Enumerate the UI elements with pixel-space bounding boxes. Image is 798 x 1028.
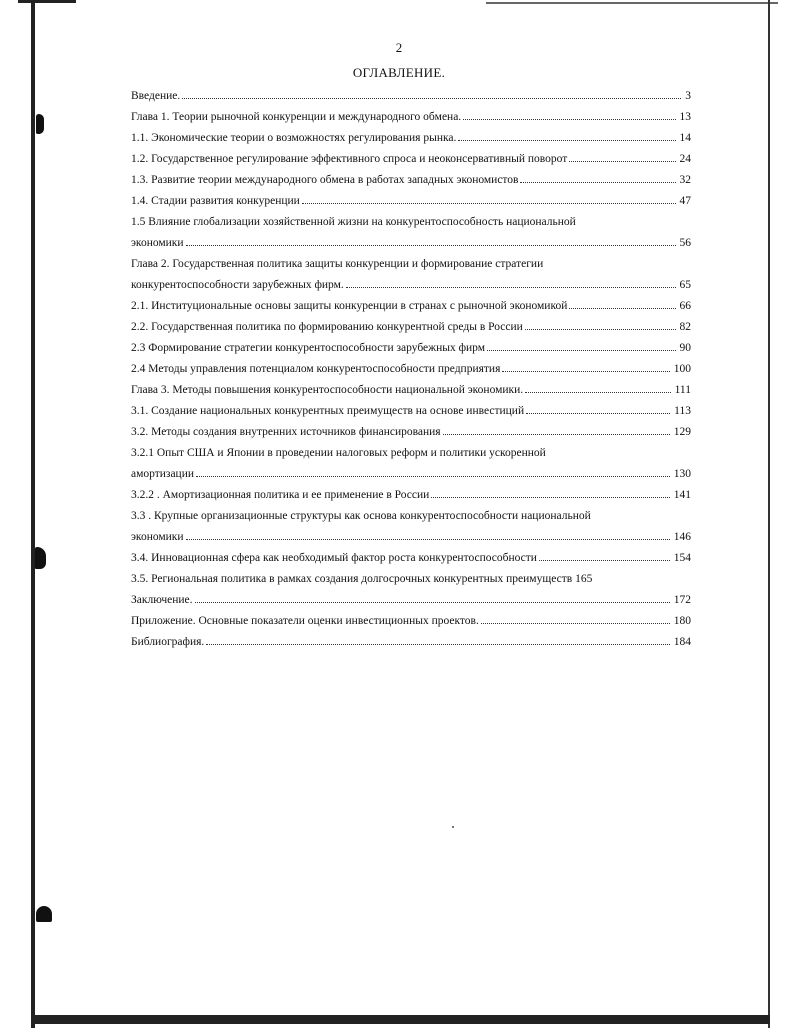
- scan-edge-right: [768, 0, 770, 1028]
- scan-edge-left: [31, 0, 35, 1028]
- toc-entry-title: 1.2. Государственное регулирование эффективного спроса и неоконсервативный поворот: [131, 153, 568, 165]
- table-of-contents: [131, 86, 691, 653]
- dot-leader: [569, 308, 675, 309]
- toc-entry-page: 90: [679, 342, 691, 354]
- toc-entry-page: 66: [679, 300, 691, 312]
- binding-hole-mark: [36, 906, 52, 922]
- toc-entry-page: 14: [679, 132, 691, 144]
- toc-entry-page: 113: [674, 405, 691, 417]
- toc-entry-title: Библиография.: [131, 636, 205, 648]
- toc-entry: [131, 611, 691, 632]
- toc-entry: [131, 128, 691, 149]
- toc-entry: [131, 422, 691, 443]
- toc-entry-title: 1.3. Развитие теории международного обмена в работах западных экономистов: [131, 174, 519, 186]
- dot-leader: [502, 371, 669, 372]
- scan-edge-bottom: [31, 1015, 770, 1024]
- scan-edge-top-right: [486, 2, 778, 4]
- toc-entry: [131, 149, 691, 170]
- page-number: 2: [395, 40, 403, 55]
- toc-entry: [131, 443, 691, 485]
- toc-entry: [131, 107, 691, 128]
- toc-entry-page: 13: [679, 111, 691, 123]
- toc-entry-title: амортизации: [131, 468, 195, 480]
- toc-entry: [131, 590, 691, 611]
- toc-entry: [131, 212, 691, 254]
- toc-entry-title: Глава 3. Методы повышения конкурентоспособности национальной экономики.: [131, 384, 524, 396]
- toc-entry: [131, 632, 691, 653]
- toc-entry-page: 180: [673, 615, 691, 627]
- toc-entry-title: 3.1. Создание национальных конкурентных преимуществ на основе инвестиций: [131, 405, 525, 417]
- dot-leader: [431, 497, 669, 498]
- toc-entry-page: 154: [673, 552, 691, 564]
- toc-entry-title: Глава 1. Теории рыночной конкуренции и международного обмена.: [131, 111, 462, 123]
- dot-leader: [186, 245, 676, 246]
- toc-entry-title: 3.4. Инновационная сфера как необходимый фактор роста конкурентоспособности: [131, 552, 537, 564]
- dot-leader: [487, 350, 675, 351]
- toc-entry-title-line1: 1.5 Влияние глобализации хозяйственной жизни на конкурентоспособность национальной: [131, 216, 576, 228]
- toc-entry: [131, 338, 691, 359]
- toc-entry-page: 24: [679, 153, 691, 165]
- toc-entry-page: 165: [575, 573, 593, 585]
- toc-entry: [131, 191, 691, 212]
- dot-leader: [182, 98, 681, 99]
- toc-entry-page: 111: [674, 384, 691, 396]
- toc-entry-title: Введение.: [131, 90, 181, 102]
- toc-entry-title-line1: 3.3 . Крупные организационные структуры как основа конкурентоспособности национальной: [131, 510, 591, 522]
- toc-entry-page: 146: [673, 531, 691, 543]
- toc-entry: [131, 506, 691, 548]
- toc-entry: [131, 569, 691, 590]
- toc-entry: [131, 380, 691, 401]
- dot-leader: [463, 119, 675, 120]
- toc-entry-page: 100: [673, 363, 691, 375]
- dot-leader: [458, 140, 675, 141]
- dot-leader: [186, 539, 670, 540]
- toc-entry-page: 184: [673, 636, 691, 648]
- dot-leader: [520, 182, 675, 183]
- dot-leader: [196, 476, 670, 477]
- toc-entry-page: 3: [685, 90, 691, 102]
- dot-leader: [302, 203, 676, 204]
- toc-entry: [131, 86, 691, 107]
- toc-entry: [131, 254, 691, 296]
- dot-leader: [569, 161, 675, 162]
- toc-entry: [131, 296, 691, 317]
- dot-leader: [526, 413, 670, 414]
- dot-leader: [206, 644, 669, 645]
- dot-leader: [443, 434, 670, 435]
- toc-entry-title: 2.1. Институциональные основы защиты конкуренции в странах с рыночной экономикой: [131, 300, 568, 312]
- toc-entry-title: 3.2.2 . Амортизационная политика и ее применение в России: [131, 489, 430, 501]
- dot-leader: [539, 560, 670, 561]
- toc-entry-title: экономики: [131, 531, 184, 543]
- toc-entry-page: 65: [679, 279, 691, 291]
- toc-entry: [131, 170, 691, 191]
- toc-entry-title: 1.1. Экономические теории о возможностях регулирования рынка.: [131, 132, 457, 144]
- toc-entry: [131, 359, 691, 380]
- dot-leader: [525, 392, 670, 393]
- dot-leader: [481, 623, 670, 624]
- toc-entry-title: Приложение. Основные показатели оценки инвестиционных проектов.: [131, 615, 479, 627]
- dot-leader: [346, 287, 676, 288]
- toc-entry-page: 47: [679, 195, 691, 207]
- toc-entry: [131, 485, 691, 506]
- toc-entry-page: 129: [673, 426, 691, 438]
- dot-leader: [195, 602, 670, 603]
- binding-hole-mark: [35, 547, 46, 569]
- toc-entry-title: Заключение.: [131, 594, 193, 606]
- toc-entry-page: 32: [679, 174, 691, 186]
- toc-entry-page: 172: [673, 594, 691, 606]
- toc-title: ОГЛАВЛЕНИЕ.: [352, 65, 446, 80]
- dot-leader: [525, 329, 676, 330]
- toc-entry-title: 1.4. Стадии развития конкуренции: [131, 195, 300, 207]
- toc-entry-title: экономики: [131, 237, 184, 249]
- toc-entry-title: 2.3 Формирование стратегии конкурентоспособности зарубежных фирм: [131, 342, 486, 354]
- toc-entry: [131, 317, 691, 338]
- toc-entry-page: 130: [673, 468, 691, 480]
- toc-entry: [131, 401, 691, 422]
- toc-entry-title-line1: 3.2.1 Опыт США и Японии в проведении налоговых реформ и политики ускоренной: [131, 447, 546, 459]
- toc-entry-title: 2.4 Методы управления потенциалом конкурентоспособности предприятия: [131, 363, 501, 375]
- toc-entry-page: 56: [679, 237, 691, 249]
- toc-entry-title: 3.5. Региональная политика в рамках создания долгосрочных конкурентных преимуществ: [131, 573, 573, 585]
- toc-entry-title: 2.2. Государственная политика по формированию конкурентной среды в России: [131, 321, 523, 333]
- binding-hole-mark: [36, 114, 44, 134]
- toc-entry: [131, 548, 691, 569]
- toc-entry-title-line1: Глава 2. Государственная политика защиты конкуренции и формирование стратегии: [131, 258, 544, 270]
- scan-speck: [452, 826, 454, 828]
- toc-entry-title: конкурентоспособности зарубежных фирм.: [131, 279, 344, 291]
- toc-entry-page: 82: [679, 321, 691, 333]
- scan-edge-top-left: [18, 0, 76, 3]
- toc-entry-page: 141: [673, 489, 691, 501]
- toc-entry-title: 3.2. Методы создания внутренних источников финансирования: [131, 426, 441, 438]
